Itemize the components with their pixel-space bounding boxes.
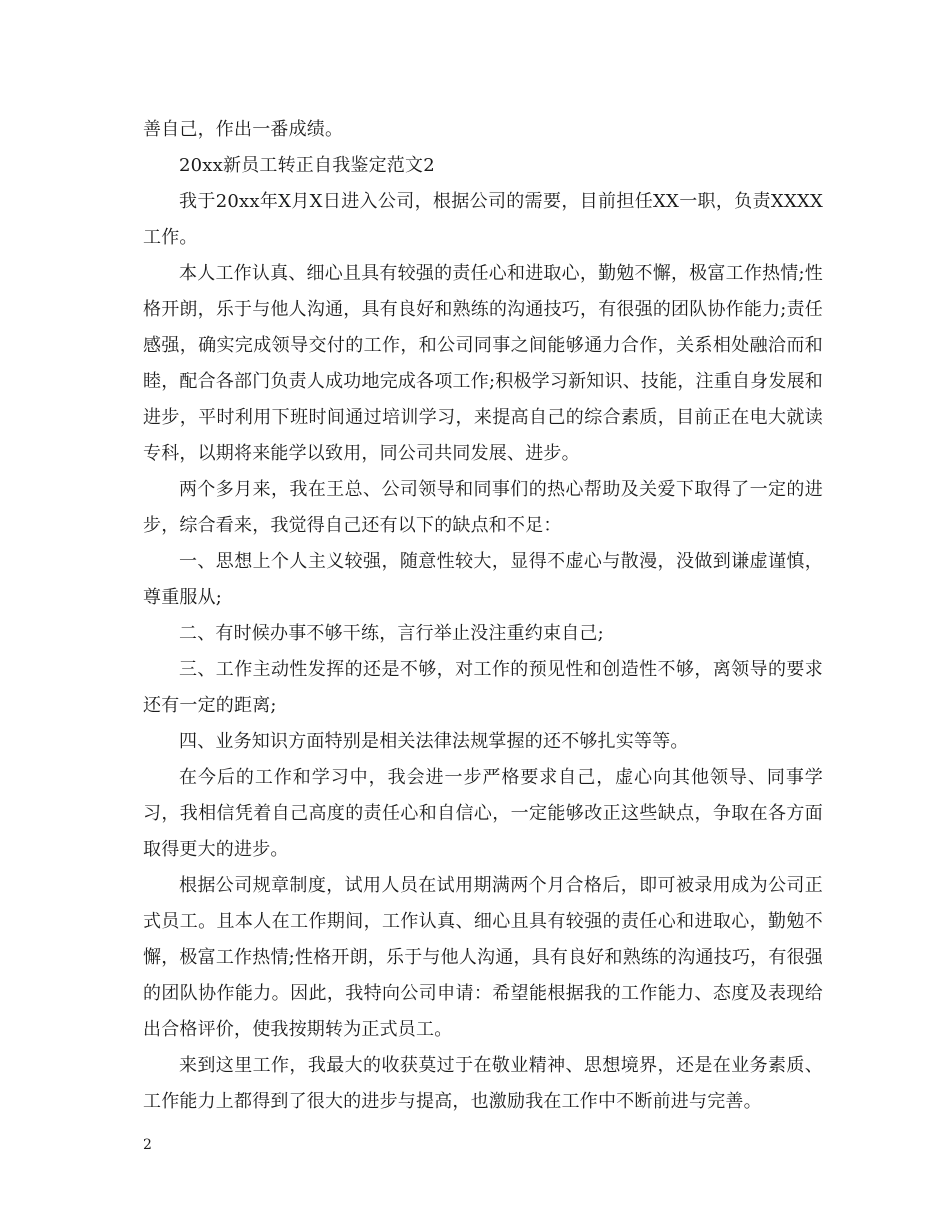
list-item-shortcoming-1: 一、思想上个人主义较强，随意性较大，显得不虚心与散漫，没做到谦虚谨慎，尊重服从; (143, 551, 823, 608)
list-item-shortcoming-3: 三、工作主动性发挥的还是不够，对工作的预见性和创造性不够，离领导的要求还有一定的距离; (143, 659, 823, 716)
paragraph-conclusion: 来到这里工作，我最大的收获莫过于在敬业精神、思想境界，还是在业务素质、工作能力上都得到了很大的进步与提高，也激励我在工作中不断前进与完善。 (143, 1055, 823, 1112)
document-page (143, 112, 823, 1120)
list-item-shortcoming-4: 四、业务知识方面特别是相关法律法规掌握的还不够扎实等等。 (179, 731, 689, 752)
section-heading: 20xx新员工转正自我鉴定范文2 (179, 155, 435, 176)
paragraph-future-plan: 在今后的工作和学习中，我会进一步严格要求自己，虚心向其他领导、同事学习，我相信凭着自己高度的责任心和自信心，一定能够改正这些缺点，争取在各方面取得更大的进步。 (143, 767, 823, 860)
paragraph-shortcomings-intro: 两个多月来，我在王总、公司领导和同事们的热心帮助及关爱下取得了一定的进步，综合看来，我觉得自己还有以下的缺点和不足： (143, 479, 823, 536)
list-item-shortcoming-2: 二、有时候办事不够干练，言行举止没注重约束自己; (179, 623, 604, 644)
paragraph-continuation: 善自己，作出一番成绩。 (143, 119, 344, 140)
paragraph-intro: 我于20xx年X月X日进入公司，根据公司的需要，目前担任XX一职，负责XXXX工作。 (143, 191, 823, 248)
paragraph-application: 根据公司规章制度，试用人员在试用期满两个月合格后，即可被录用成为公司正式员工。且本人在工作期间，工作认真、细心且具有较强的责任心和进取心，勤勉不懈，极富工作热情;性格开朗，乐于与他人沟通，具有良好和熟练的沟通技巧，有很强的团队协作能力。因此，我特向公司申请：希望能根据我的工作能力、态度及表现给出合格评价，使我按期转为正式员工。 (143, 875, 823, 1040)
paragraph-self-assessment: 本人工作认真、细心且具有较强的责任心和进取心，勤勉不懈，极富工作热情;性格开朗，乐于与他人沟通，具有良好和熟练的沟通技巧，有很强的团队协作能力;责任感强，确实完成领导交付的工作，和公司同事之间能够通力合作，关系相处融洽而和睦，配合各部门负责人成功地完成各项工作;积极学习新知识、技能，注重自身发展和进步，平时利用下班时间通过培训学习，来提高自己的综合素质，目前正在电大就读专科，以期将来能学以致用，同公司共同发展、进步。 (143, 263, 823, 464)
page-number: 2 (143, 1137, 152, 1153)
